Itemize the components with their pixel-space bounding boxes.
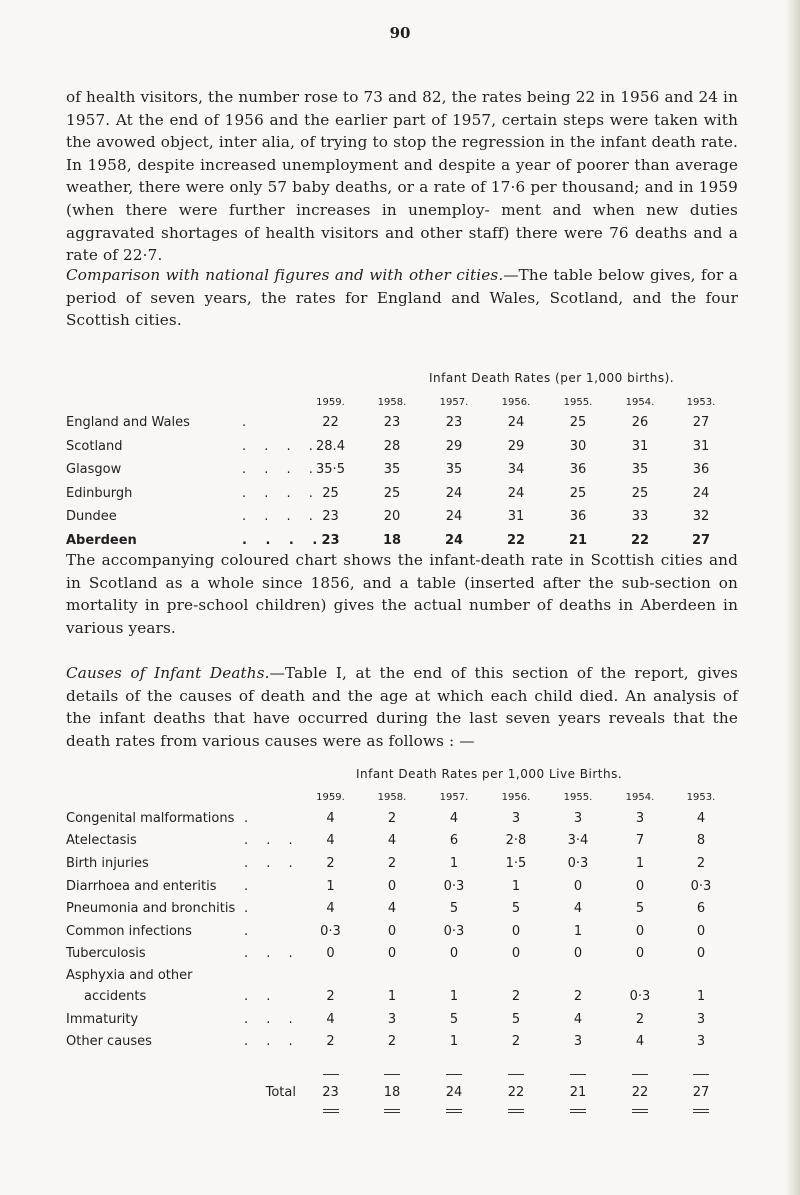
t1-value-cell: 27 [692, 415, 710, 431]
t2-value-cell: 5 [449, 901, 459, 917]
t2-value-cell: 1·5 [505, 855, 527, 871]
paragraph-comparison-body: —The table below gives, for a period of seven years, the rates for England and Wales, Scotland, and the four Scottish cities. [66, 266, 738, 330]
total-label: Total [265, 1085, 296, 1101]
t2-value-cell: 5 [449, 1011, 459, 1027]
t2-row-label-cell [66, 830, 300, 853]
t2-row-label: Tuberculosis [66, 946, 146, 962]
t2-value-cell: 0 [573, 878, 583, 894]
t1-value-cell: 22 [506, 532, 526, 548]
t2-value-cell: 0·3 [690, 878, 712, 894]
table2-year: 1953. [686, 791, 716, 803]
page-edge-shadow [786, 0, 800, 1195]
total-rule [671, 1053, 731, 1083]
t2-value-cell: 8 [696, 833, 706, 849]
table2-heading: Infant Death Rates per 1,000 Live Births. [356, 767, 623, 781]
t2-value-cell: 0 [387, 878, 397, 894]
t1-value-cell: 24 [444, 532, 464, 548]
table1-heading: Infant Death Rates (per 1,000 births). [429, 371, 675, 385]
t2-row-leader-dots: . . [244, 988, 278, 1004]
t2-value-cell: 2 [635, 1011, 645, 1027]
table1-year: 1954. [625, 396, 655, 408]
t1-row [66, 482, 731, 506]
table1-year: 1956. [501, 396, 531, 408]
t2-value-cell: 0 [326, 946, 335, 962]
t2-value-cell: 3·4 [567, 833, 589, 849]
table-national-comparison [66, 393, 731, 552]
t1-row-label-cell [66, 458, 320, 482]
t2-row-leader-dots: . [244, 810, 256, 826]
total-rule [547, 1053, 609, 1083]
t2-row-label-cell [66, 852, 300, 875]
t2-row-label: Other causes [66, 1034, 152, 1050]
t2-row-label: Diarrhoea and enteritis [66, 878, 217, 894]
t2-value-cell: 2 [326, 855, 335, 871]
total-value: 22 [631, 1085, 649, 1101]
total-rule [609, 1053, 671, 1083]
t2-value-cell: 4 [449, 810, 459, 826]
t1-value-cell: 22 [630, 532, 650, 548]
table2-year: 1959. [316, 791, 345, 803]
total-double-rule [671, 1103, 731, 1115]
t1-value-cell: 23 [445, 415, 463, 431]
table2-year: 1954. [625, 791, 655, 803]
paragraph-comparison [66, 264, 738, 332]
t2-row-label-cell [66, 1008, 300, 1031]
t1-value-cell: 35 [383, 462, 401, 478]
total-value: 27 [692, 1085, 710, 1101]
t1-value-cell: 22 [322, 415, 339, 431]
t2-row-leader-dots: . [244, 878, 256, 894]
table1-year: 1959. [316, 396, 345, 408]
total-row [66, 1083, 731, 1103]
paragraph-causes-body: —Table I, at the end of this section of the report, gives details of the causes of death and the age at which each child died. An analysis of the infant deaths that have occurred during the last seven years reveals that the death rates from various causes were as follows : — [66, 664, 738, 750]
t2-value-cell: 3 [573, 810, 583, 826]
t2-value-cell: 2 [511, 988, 521, 1004]
t2-row-label: Asphyxia and other [66, 967, 193, 983]
t1-value-cell: 25 [322, 485, 339, 501]
table1-year: 1955. [563, 396, 593, 408]
t1-value-cell: 23 [383, 415, 401, 431]
total-double-rule [547, 1103, 609, 1115]
t2-value-cell: 2 [387, 810, 397, 826]
t2-row-label: Congenital malformations [66, 810, 235, 826]
total-rule [423, 1053, 485, 1083]
t1-value-cell: 33 [631, 509, 649, 525]
t2-value-cell: 0 [635, 923, 645, 939]
paragraph-causes [66, 662, 738, 752]
total-rule-row [66, 1053, 731, 1083]
t2-row [66, 920, 731, 943]
t1-row-label-cell [66, 505, 320, 529]
t2-row [66, 897, 731, 920]
t2-value-cell: 5 [511, 1011, 521, 1027]
total-value: 21 [569, 1085, 587, 1101]
t2-row-label-cell [66, 920, 300, 943]
table2-year: 1955. [563, 791, 593, 803]
t2-value-cell: 3 [511, 810, 521, 826]
t2-row-leader-dots: . . . [244, 833, 300, 849]
total-value: 24 [445, 1085, 463, 1101]
t1-row-leader-dots: . . . . [242, 462, 320, 478]
t1-row-label-cell [66, 435, 320, 459]
t1-row [66, 458, 731, 482]
total-rule [300, 1053, 361, 1083]
total-value: 18 [383, 1085, 401, 1101]
t1-value-cell: 20 [383, 509, 401, 525]
t1-value-cell: 28.4 [316, 438, 345, 454]
t2-value-cell: 7 [635, 833, 645, 849]
t1-value-cell: 24 [692, 485, 710, 501]
t1-row-leader-dots: . . . . [242, 532, 325, 548]
t2-value-cell: 0·3 [320, 923, 341, 939]
t2-row-label-cell [66, 897, 300, 920]
t2-value-cell: 0 [635, 946, 645, 962]
t1-row-leader-dots: . . . . [242, 509, 320, 525]
t2-row-label: accidents [84, 988, 147, 1004]
t2-row-label-cell [66, 1030, 300, 1053]
t1-row-leader-dots: . . . . [242, 438, 320, 454]
t2-value-cell: 4 [326, 833, 335, 849]
t2-row-label: Common infections [66, 923, 192, 939]
total-double-rule [423, 1103, 485, 1115]
t1-row-label: Dundee [66, 509, 117, 525]
t2-value-cell: 0 [387, 946, 397, 962]
t1-value-cell: 34 [507, 462, 525, 478]
t2-row [66, 1030, 731, 1053]
table2-year-row [66, 787, 731, 807]
t1-row-label: England and Wales [66, 415, 190, 431]
t2-value-cell: 4 [573, 1011, 583, 1027]
page-number: 90 [389, 24, 411, 42]
t2-row-label-cell [66, 985, 300, 1008]
t2-value-cell: 0 [696, 946, 706, 962]
t2-value-cell: 1 [449, 1034, 459, 1050]
t1-row-leader-dots: . [242, 415, 254, 431]
t2-row [66, 943, 731, 966]
paragraph-chart: The accompanying coloured chart shows the infant-death rate in Scottish cities and in Scotland as a whole since 1856, and a table (inserted after the sub-section on mortality in pre-school children) gives the actual number of deaths in Aberdeen in various years. [66, 551, 738, 637]
t2-row-leader-dots: . . . [244, 1034, 300, 1050]
t2-row [66, 875, 731, 898]
t1-value-cell: 26 [631, 415, 649, 431]
t2-value-cell: 2 [326, 988, 335, 1004]
table1-year-row [66, 393, 731, 411]
t2-value-cell: 0 [387, 923, 397, 939]
table1-year: 1957. [439, 396, 469, 408]
t2-value-cell: 3 [573, 1034, 583, 1050]
t1-row-label: Edinburgh [66, 485, 133, 501]
t1-value-cell: 25 [569, 415, 587, 431]
t1-value-cell: 36 [569, 509, 587, 525]
t1-value-cell: 36 [569, 462, 587, 478]
table2-year: 1958. [377, 791, 407, 803]
table1-year: 1958. [377, 396, 407, 408]
t2-row [66, 852, 731, 875]
t2-value-cell: 1 [696, 988, 706, 1004]
t2-value-cell: 4 [573, 901, 583, 917]
t2-value-cell: 1 [326, 878, 335, 894]
t2-value-cell: 3 [387, 1011, 397, 1027]
t2-row-label-cell [66, 807, 300, 830]
t2-value-cell: 1 [449, 988, 459, 1004]
t2-row [66, 807, 731, 830]
t1-row [66, 411, 731, 435]
t2-value-cell: 0 [573, 946, 583, 962]
t2-value-cell: 2 [511, 1034, 521, 1050]
t2-row [66, 985, 731, 1008]
t2-row-label: Immaturity [66, 1011, 139, 1027]
t2-value-cell: 1 [449, 855, 459, 871]
section-heading-causes: Causes of Infant Deaths. [66, 664, 270, 682]
t2-value-cell: 2·8 [505, 833, 527, 849]
t1-value-cell: 25 [383, 485, 401, 501]
t2-value-cell: 2 [573, 988, 583, 1004]
t2-row-leader-dots: . [244, 901, 256, 917]
t1-value-cell: 36 [692, 462, 710, 478]
table1-year: 1953. [686, 396, 716, 408]
t1-row-label-cell [66, 482, 320, 506]
t2-value-cell: 2 [387, 855, 397, 871]
t2-row-label: Atelectasis [66, 833, 137, 849]
t1-value-cell: 28 [383, 438, 401, 454]
t2-value-cell: 3 [696, 1034, 706, 1050]
t1-value-cell: 29 [507, 438, 525, 454]
t2-value-cell: 2 [326, 1034, 335, 1050]
t2-value-cell: 6 [449, 833, 459, 849]
t1-value-cell: 24 [445, 485, 463, 501]
t2-value-cell: 0 [449, 946, 459, 962]
t2-row-leader-dots: . . . [244, 855, 300, 871]
t2-value-cell: 0·3 [443, 923, 465, 939]
t2-row-label: Pneumonia and bronchitis [66, 901, 236, 917]
t2-value-cell: 1 [387, 988, 397, 1004]
t2-value-cell: 0·3 [567, 855, 589, 871]
t2-value-cell: 2 [387, 1034, 397, 1050]
table-causes-of-death [66, 787, 731, 1115]
total-value: 22 [507, 1085, 525, 1101]
total-rule [485, 1053, 547, 1083]
t1-value-cell: 31 [631, 438, 649, 454]
t2-row-label-cell [66, 943, 300, 966]
t2-value-cell: 4 [326, 1011, 335, 1027]
t2-value-cell: 1 [573, 923, 583, 939]
t1-value-cell: 25 [569, 485, 587, 501]
t1-row [66, 505, 731, 529]
t2-value-cell: 4 [326, 901, 335, 917]
t2-value-cell: 6 [696, 901, 706, 917]
total-double-rule [361, 1103, 423, 1115]
t1-value-cell: 18 [382, 532, 402, 548]
t1-value-cell: 30 [569, 438, 587, 454]
t2-value-cell: 0 [511, 923, 521, 939]
t1-value-cell: 29 [445, 438, 463, 454]
t2-value-cell: 4 [326, 810, 335, 826]
t1-value-cell: 35 [631, 462, 649, 478]
t1-value-cell: 35 [445, 462, 463, 478]
t2-value-cell: 2 [696, 855, 706, 871]
t2-value-cell: 4 [387, 833, 397, 849]
t2-value-cell: 1 [511, 878, 521, 894]
total-rule [361, 1053, 423, 1083]
t1-value-cell: 21 [568, 532, 588, 548]
t2-value-cell: 0 [511, 946, 521, 962]
t1-row-label-cell [66, 411, 300, 435]
t1-value-cell: 27 [691, 532, 711, 548]
t2-value-cell: 0·3 [443, 878, 465, 894]
t2-value-cell: 4 [387, 901, 397, 917]
t2-value-cell: 3 [696, 1011, 706, 1027]
section-heading-comparison: Comparison with national figures and with other cities. [66, 266, 504, 284]
t1-value-cell: 24 [507, 485, 525, 501]
t2-row-leader-dots: . . . [244, 946, 300, 962]
total-double-rule-row [66, 1103, 731, 1115]
t2-value-cell: 0·3 [629, 988, 651, 1004]
paragraph-health-visitors: of health visitors, the number rose to 73 and 82, the rates being 22 in 1956 and 24 in 1957. At the end of 1956 and the earlier part of 1957, certain steps were taken with the avowed object, inter alia, of trying to stop the regression in the infant death rate. In 1958, despite increased unemployment and despite a year of poorer than average weather, there were only 57 baby deaths, or a rate of 17·6 per thousand; and in 1959 (when there were further increases in unemploy- ment and when new duties aggravated shortages of health visitors and other staff) there were 76 deaths and a rate of 22·7. [66, 88, 738, 265]
t2-value-cell: 3 [635, 810, 645, 826]
t1-row [66, 435, 731, 459]
t2-row [66, 830, 731, 853]
t1-value-cell: 24 [507, 415, 525, 431]
t1-value-cell: 35·5 [316, 462, 345, 478]
t2-value-cell: 5 [635, 901, 645, 917]
t2-value-cell: 0 [696, 923, 706, 939]
total-value: 23 [322, 1085, 339, 1101]
t1-row-leader-dots: . . . . [242, 485, 320, 501]
t1-row-label: Aberdeen [66, 532, 137, 548]
t1-value-cell: 24 [445, 509, 463, 525]
t1-value-cell: 31 [692, 438, 710, 454]
t2-row-label: Birth injuries [66, 855, 149, 871]
t1-row-label: Glasgow [66, 462, 122, 478]
total-double-rule [485, 1103, 547, 1115]
t1-value-cell: 23 [321, 532, 340, 548]
t2-value-cell: 0 [635, 878, 645, 894]
t2-value-cell: 1 [635, 855, 645, 871]
t2-row-label-cell [66, 875, 300, 898]
t1-value-cell: 23 [322, 509, 339, 525]
t2-row-label-line [66, 965, 731, 985]
total-double-rule [300, 1103, 361, 1115]
t2-value-cell: 4 [696, 810, 706, 826]
t1-value-cell: 25 [631, 485, 649, 501]
t1-value-cell: 31 [507, 509, 525, 525]
t2-row-leader-dots: . . . [244, 1011, 300, 1027]
t2-row [66, 1008, 731, 1031]
t1-value-cell: 32 [692, 509, 710, 525]
t1-row-label: Scotland [66, 438, 123, 454]
t2-value-cell: 5 [511, 901, 521, 917]
table2-year: 1957. [439, 791, 469, 803]
t2-value-cell: 4 [635, 1034, 645, 1050]
t2-row-leader-dots: . [244, 923, 256, 939]
total-double-rule [609, 1103, 671, 1115]
table2-year: 1956. [501, 791, 531, 803]
